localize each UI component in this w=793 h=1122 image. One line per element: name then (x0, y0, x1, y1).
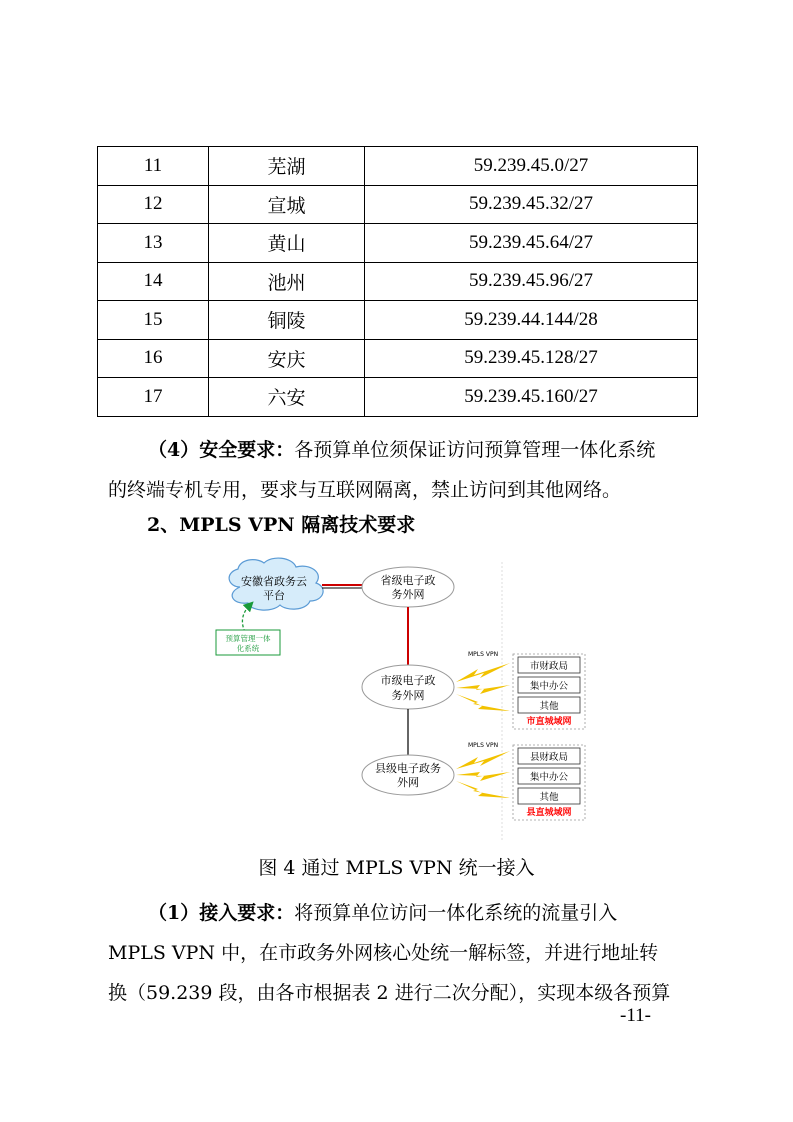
row-number: 12 (98, 185, 209, 224)
ip-range: 59.239.45.0/27 (365, 147, 698, 186)
budget-arrow (242, 605, 250, 632)
security-requirement-paragraph (108, 430, 698, 510)
city-name: 安庆 (209, 339, 365, 378)
county-ellipse (362, 755, 454, 795)
network-diagram (210, 557, 610, 847)
city-name: 铜陵 (209, 301, 365, 340)
county-node (362, 755, 454, 795)
access-text-line-1: 将预算单位访问一体化系统的流量引入 (294, 902, 618, 924)
city-box-label: 集中办公 (529, 681, 569, 692)
city-box-label: 其他 (539, 701, 559, 712)
city-name: 黄山 (209, 224, 365, 263)
province-label-1: 省级电子政 (380, 574, 436, 587)
city-name: 芜湖 (209, 147, 365, 186)
city-lan-label: 市直城域网 (526, 717, 572, 727)
city-label-2: 务外网 (391, 689, 425, 702)
city-label-1: 市级电子政 (380, 674, 436, 687)
access-text-line-3: 换（59.239 段，由各市根据表 2 进行二次分配），实现本级各预算 (108, 982, 671, 1004)
cloud-label-2: 平台 (263, 589, 285, 602)
ip-allocation-table (97, 146, 698, 417)
budget-system-box (216, 630, 280, 655)
city-name: 宣城 (209, 185, 365, 224)
row-number: 16 (98, 339, 209, 378)
ip-range: 59.239.45.96/27 (365, 262, 698, 301)
city-node (362, 665, 454, 709)
lightning-icon (456, 685, 510, 694)
row-number: 17 (98, 378, 209, 417)
county-lan-group (513, 745, 585, 820)
table-row (98, 262, 698, 301)
section-heading: 2、MPLS VPN 隔离技术要求 (147, 514, 416, 536)
row-number: 14 (98, 262, 209, 301)
table-row (98, 147, 698, 186)
network-diagram-svg (210, 557, 610, 847)
table-row (98, 378, 698, 417)
table-row (98, 339, 698, 378)
county-box-label: 县财政局 (529, 752, 569, 763)
access-requirement-paragraph (108, 893, 698, 1013)
city-box-label: 市财政局 (529, 661, 569, 672)
access-text-line-2: MPLS VPN 中，在市政务外网核心处统一解标签，并进行地址转 (108, 942, 659, 964)
page-number: -11- (620, 1005, 651, 1026)
province-node (362, 567, 454, 607)
vpn-label-city: MPLS VPN (468, 651, 499, 658)
access-requirement-label: （1）接入要求： (148, 902, 295, 924)
budget-label-1: 预算管理一体 (225, 634, 271, 643)
ip-range: 59.239.45.160/27 (365, 378, 698, 417)
province-label-2: 务外网 (391, 588, 425, 601)
ip-range: 59.239.45.32/27 (365, 185, 698, 224)
city-ellipse (362, 665, 454, 709)
city-lan-group (513, 654, 585, 729)
cloud-node (229, 558, 323, 610)
budget-label-2: 化系统 (236, 644, 260, 653)
ip-range: 59.239.45.128/27 (365, 339, 698, 378)
row-number: 15 (98, 301, 209, 340)
figure-caption: 图 4 通过 MPLS VPN 统一接入 (258, 857, 535, 879)
vpn-label-county: MPLS VPN (468, 742, 499, 749)
table-row (98, 224, 698, 263)
row-number: 13 (98, 224, 209, 263)
ip-range: 59.239.45.64/27 (365, 224, 698, 263)
security-text-line-2: 的终端专机专用，要求与互联网隔离，禁止访问到其他网络。 (108, 479, 622, 501)
province-ellipse (362, 567, 454, 607)
county-box-label: 集中办公 (529, 772, 569, 783)
county-box-label: 其他 (539, 792, 559, 803)
table-row (98, 301, 698, 340)
table-row (98, 185, 698, 224)
city-name: 池州 (209, 262, 365, 301)
security-text-line-1: 各预算单位须保证访问预算管理一体化系统 (294, 439, 656, 461)
row-number: 11 (98, 147, 209, 186)
security-requirement-label: （4）安全要求： (148, 439, 295, 461)
cloud-label-1: 安徽省政务云 (241, 575, 307, 588)
county-lan-label: 县直城域网 (526, 808, 572, 818)
city-name: 六安 (209, 378, 365, 417)
county-label-1: 县级电子政务 (375, 762, 441, 775)
ip-range: 59.239.44.144/28 (365, 301, 698, 340)
county-label-2: 外网 (397, 776, 419, 789)
